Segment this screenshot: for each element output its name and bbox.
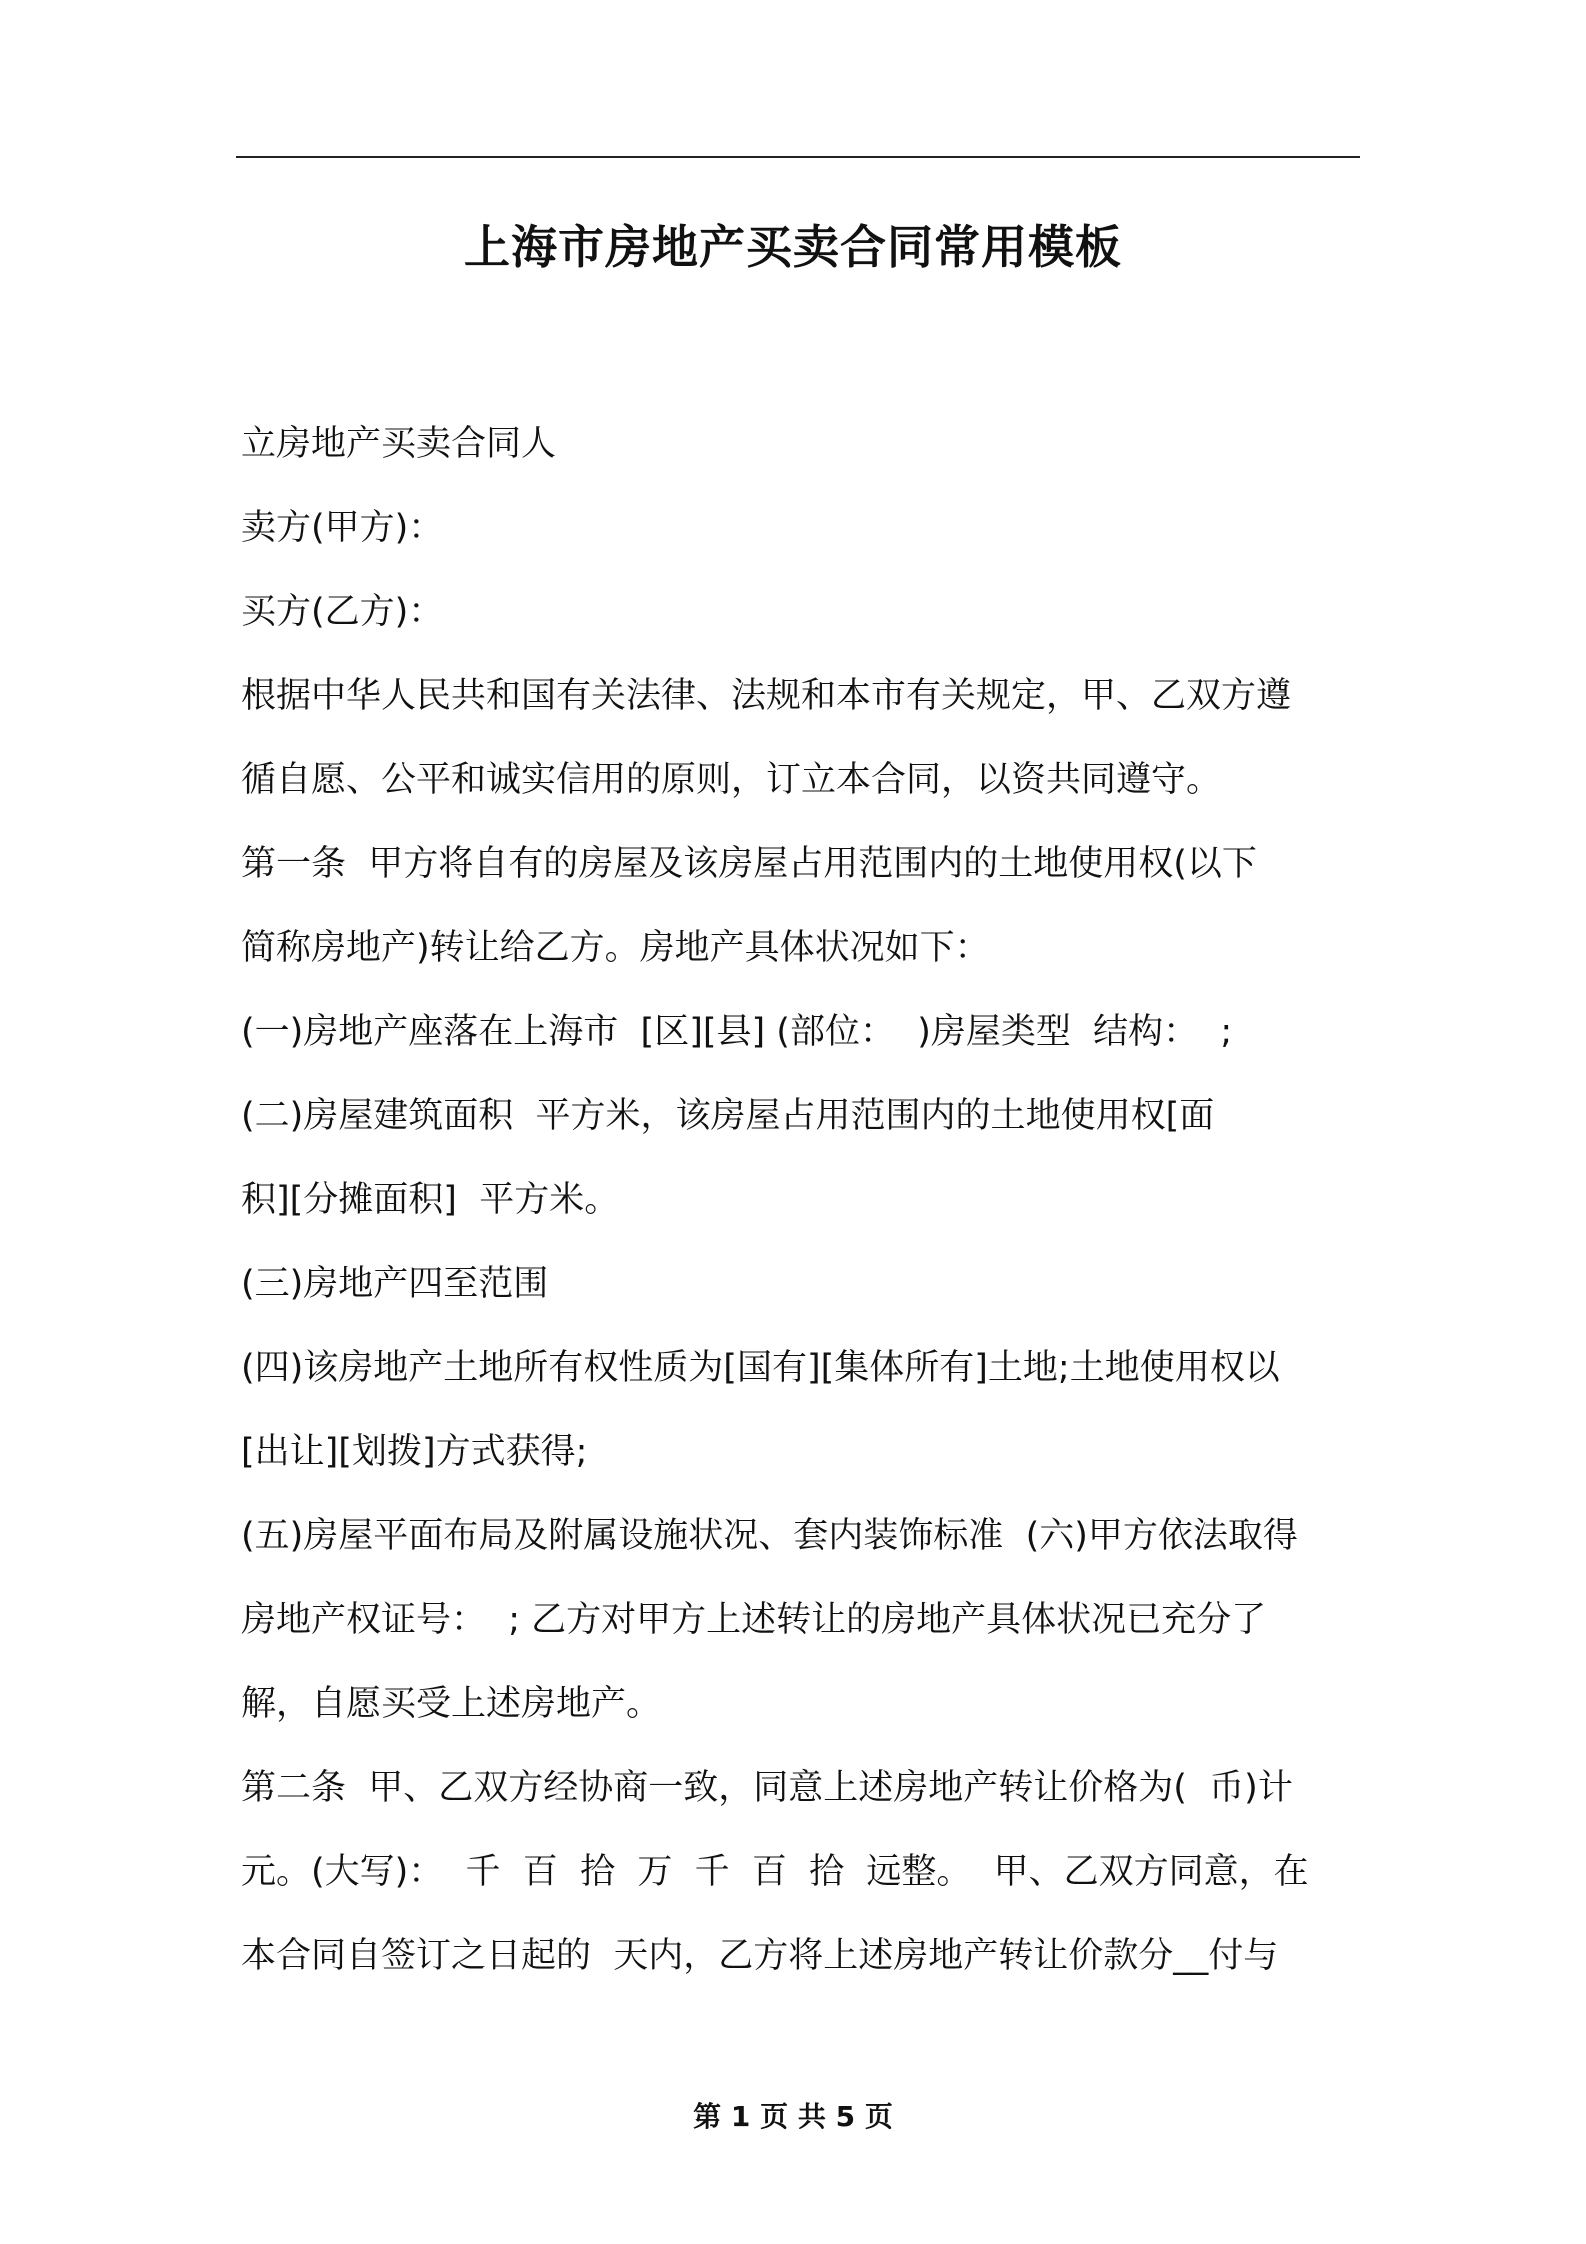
body-line: 积][分摊面积] 平方米。 (241, 1180, 620, 1220)
body-line: 根据中华人民共和国有关法律、法规和本市有关规定，甲、乙双方遵 (241, 676, 1292, 716)
body-line: 解，自愿买受上述房地产。 (241, 1684, 662, 1724)
body-line: (四)该房地产土地所有权性质为[国有][集体所有]土地;土地使用权以 (241, 1348, 1280, 1388)
body-line: [出让][划拨]方式获得; (241, 1432, 588, 1472)
body-line: 卖方(甲方)： (241, 508, 444, 548)
body-line: 房地产权证号： ; 乙方对甲方上述转让的房地产具体状况已充分了 (241, 1600, 1267, 1640)
body-line: (二)房屋建筑面积 平方米，该房屋占用范围内的土地使用权[面 (241, 1096, 1215, 1136)
body-line: 买方(乙方)： (241, 592, 444, 632)
body-line: (五)房屋平面布局及附属设施状况、套内装饰标准 (六)甲方依法取得 (241, 1516, 1298, 1556)
body-line: 第一条 甲方将自有的房屋及该房屋占用范围内的土地使用权(以下 (241, 844, 1257, 884)
document-title: 上海市房地产买卖合同常用模板 (464, 220, 1122, 274)
body-line: 立房地产买卖合同人 (241, 424, 557, 464)
body-line: 本合同自签订之日起的 天内，乙方将上述房地产转让价款分__付与 (241, 1936, 1279, 1976)
body-line: (三)房地产四至范围 (241, 1264, 549, 1304)
body-line: 第二条 甲、乙双方经协商一致，同意上述房地产转让价格为( 币)计 (241, 1768, 1293, 1808)
body-line: 元。(大写)： 千 百 拾 万 千 百 拾 远整。 甲、乙双方同意，在 (241, 1852, 1309, 1892)
page-number-footer: 第 1 页 共 5 页 (693, 2100, 893, 2133)
body-line: 循自愿、公平和诚实信用的原则，订立本合同，以资共同遵守。 (241, 760, 1222, 800)
body-line: (一)房地产座落在上海市 [区][县] (部位： )房屋类型 结构： ; (241, 1012, 1233, 1052)
document-body (241, 402, 1361, 1998)
body-line: 简称房地产)转让给乙方。房地产具体状况如下： (241, 928, 990, 968)
header-rule (236, 156, 1360, 158)
